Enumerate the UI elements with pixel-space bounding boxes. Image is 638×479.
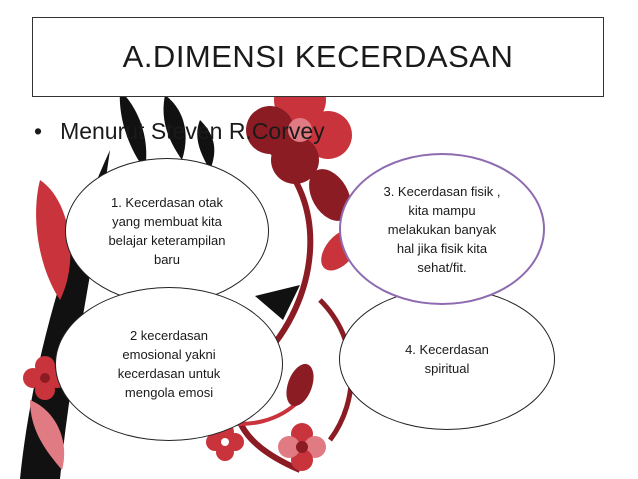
node-3-text: 3. Kecerdasan fisik , kita mampu melakukan banyak hal jika fisik kita sehat/fit. [383, 183, 501, 275]
node-2-text: 2 kecerdasan emosional yakni kecerdasan untuk mengola emosi [117, 328, 221, 400]
ellipse-node-1 [65, 158, 269, 304]
bullet-item [34, 118, 325, 145]
node-1-text: 1. Kecerdasan otak yang membuat kita belajar keterampilan baru [108, 195, 226, 267]
ellipse-node-2 [55, 287, 283, 441]
node-4-text: 4. Kecerdasan spiritual [405, 342, 489, 376]
ellipse-node-3 [339, 153, 545, 305]
bullet-text: Menurut Steven R.Corvey [60, 118, 325, 144]
title-box [32, 17, 604, 97]
bullet-marker: • [34, 118, 43, 144]
ellipse-node-4 [339, 288, 555, 430]
slide-title: A.DIMENSI KECERDASAN [122, 39, 514, 74]
